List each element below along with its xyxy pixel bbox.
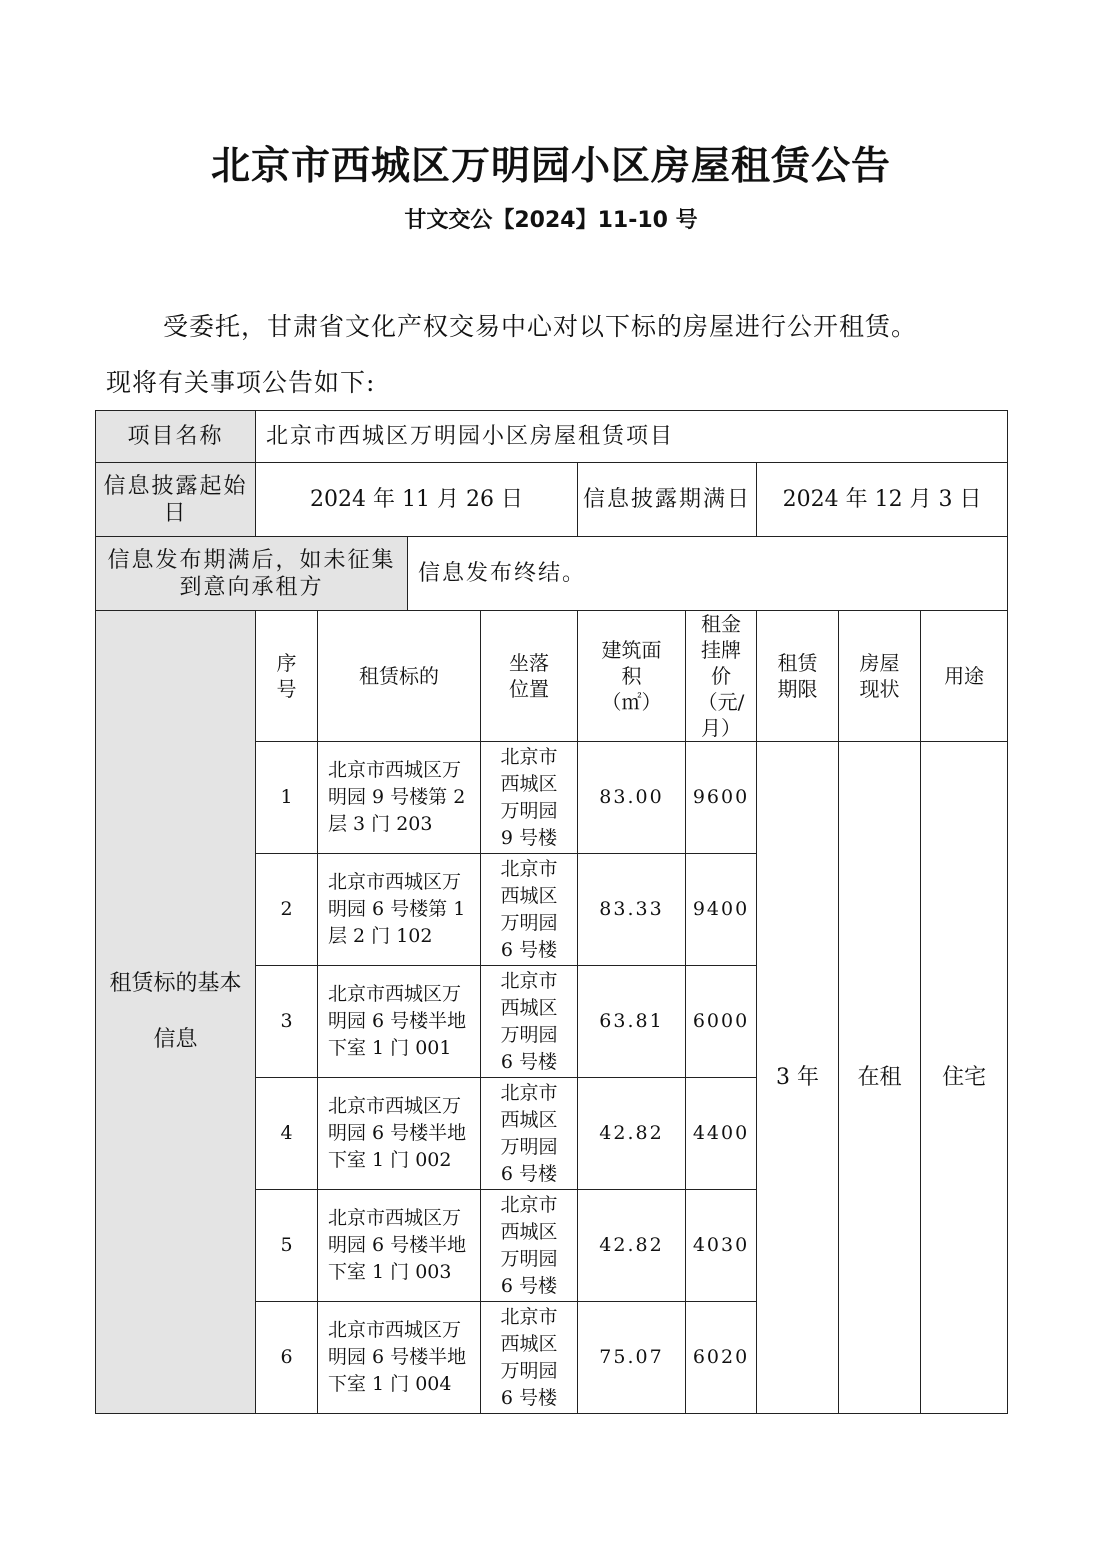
expiry-value: 信息发布终结。 xyxy=(408,537,1008,611)
row-subject: 北京市西城区万明园 6 号楼半地下室 1 门 003 xyxy=(318,1190,481,1302)
row-location: 北京市西城区万明园 6 号楼 xyxy=(481,854,578,966)
document-number: 甘文交公【2024】11-10 号 xyxy=(404,208,698,233)
row-area: 42.82 xyxy=(578,1190,686,1302)
disclosure-end-value: 2024 年 12 月 3 日 xyxy=(757,463,1008,537)
disclosure-end-label: 信息披露期满日 xyxy=(578,463,757,537)
disclosure-start-value: 2024 年 11 月 26 日 xyxy=(256,463,578,537)
row-location: 北京市西城区万明园 9 号楼 xyxy=(481,742,578,854)
project-name-row xyxy=(96,411,1008,463)
house-status-value: 在租 xyxy=(839,742,921,1414)
column-header-row xyxy=(96,611,1008,742)
disclosure-dates-row xyxy=(96,463,1008,537)
row-seq: 2 xyxy=(256,854,318,966)
row-area: 42.82 xyxy=(578,1078,686,1190)
expiry-label: 信息发布期满后，如未征集到意向承租方 xyxy=(96,537,408,611)
row-subject: 北京市西城区万明园 6 号楼半地下室 1 门 001 xyxy=(318,966,481,1078)
row-subject: 北京市西城区万明园 6 号楼半地下室 1 门 002 xyxy=(318,1078,481,1190)
header-subject: 租赁标的 xyxy=(318,611,481,742)
row-location: 北京市西城区万明园 6 号楼 xyxy=(481,1078,578,1190)
row-rent: 6020 xyxy=(686,1302,757,1414)
header-seq: 序号 xyxy=(256,611,318,742)
row-subject: 北京市西城区万明园 6 号楼第 1 层 2 门 102 xyxy=(318,854,481,966)
row-area: 83.00 xyxy=(578,742,686,854)
row-subject: 北京市西城区万明园 9 号楼第 2 层 3 门 203 xyxy=(318,742,481,854)
expiry-row xyxy=(96,537,1008,611)
row-rent: 9400 xyxy=(686,854,757,966)
header-usage: 用途 xyxy=(921,611,1008,742)
header-status: 房屋现状 xyxy=(839,611,921,742)
header-location: 坐落位置 xyxy=(481,611,578,742)
row-area: 63.81 xyxy=(578,966,686,1078)
row-location: 北京市西城区万明园 6 号楼 xyxy=(481,1190,578,1302)
project-name-label: 项目名称 xyxy=(96,411,256,463)
row-location: 北京市西城区万明园 6 号楼 xyxy=(481,1302,578,1414)
row-subject: 北京市西城区万明园 6 号楼半地下室 1 门 004 xyxy=(318,1302,481,1414)
row-area: 83.33 xyxy=(578,854,686,966)
row-rent: 9600 xyxy=(686,742,757,854)
lease-term-value: 3 年 xyxy=(757,742,839,1414)
project-name-value: 北京市西城区万明园小区房屋租赁项目 xyxy=(256,411,1008,463)
lease-info-table xyxy=(95,410,1008,1414)
row-seq: 1 xyxy=(256,742,318,854)
intro-line-1: 受委托，甘肃省文化产权交易中心对以下标的房屋进行公开租赁。 xyxy=(163,312,918,341)
row-seq: 3 xyxy=(256,966,318,1078)
page-title: 北京市西城区万明园小区房屋租赁公告 xyxy=(210,144,891,189)
disclosure-start-label: 信息披露起始日 xyxy=(96,463,256,537)
row-area: 75.07 xyxy=(578,1302,686,1414)
row-seq: 6 xyxy=(256,1302,318,1414)
usage-value: 住宅 xyxy=(921,742,1008,1414)
row-seq: 5 xyxy=(256,1190,318,1302)
row-rent: 4400 xyxy=(686,1078,757,1190)
basic-info-label: 租赁标的基本信息 xyxy=(96,611,256,1414)
row-rent: 4030 xyxy=(686,1190,757,1302)
header-area: 建筑面积（㎡） xyxy=(578,611,686,742)
header-rent: 租金挂牌价（元/月） xyxy=(686,611,757,742)
intro-line-2: 现将有关事项公告如下: xyxy=(106,368,376,397)
row-seq: 4 xyxy=(256,1078,318,1190)
header-term: 租赁期限 xyxy=(757,611,839,742)
row-rent: 6000 xyxy=(686,966,757,1078)
row-location: 北京市西城区万明园 6 号楼 xyxy=(481,966,578,1078)
